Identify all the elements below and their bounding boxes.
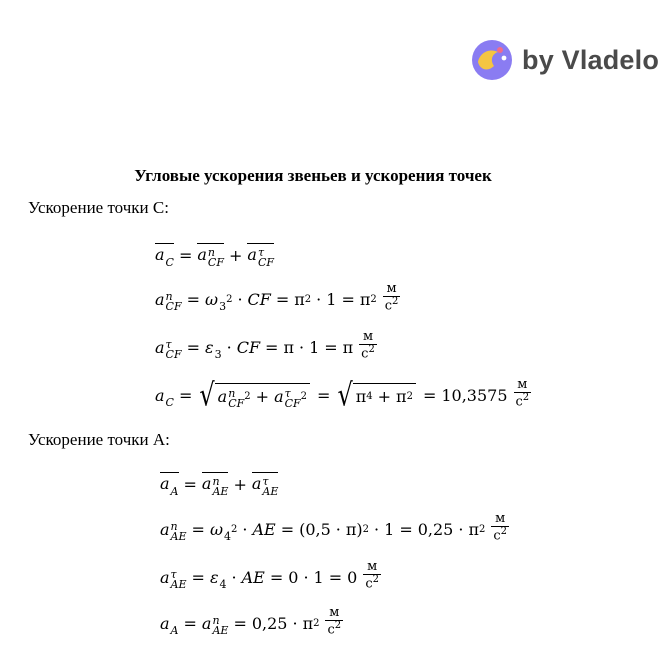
brand-logo [470,38,659,82]
formula-c-normal: a n CF = ω 3 2 · CF = π 2 · 1 = π 2 $\frac{м}{с^2}$ [155,281,399,313]
unit-fraction: $\frac{м}{с^2}$ [361,329,375,361]
unit-fraction: $\frac{м}{с^2}$ [384,281,399,313]
formula-c-vector: a C = a n CF + a τ CF [155,245,274,269]
unit-fraction: $\frac{м}{с^2}$ [365,559,379,591]
formula-a-tangent: a τ AE = ε 4 · AE = 0 · 1 = 0 $\frac{м}{с^2}$ [160,559,379,591]
formula-a-vector: a A = a n AE + a τ AE [160,474,279,498]
sqrt-sign: √ π 4 + π 2 [337,383,415,407]
sqrt-sign: √ a n CF 2 + a τ CF 2 [199,383,310,407]
section-label-point-c: Ускорение точки С: [28,198,169,217]
unit-fraction: $\frac{м}{с^2}$ [515,377,530,409]
unit-fraction: $\frac{м}{с^2}$ [327,605,342,637]
formula-a-magnitude: a A = a n AE = 0,25 · π 2 $\frac{м}{с^2}$ [160,605,342,637]
brand-name: by Vladelo [522,44,660,75]
result-value-c: 10,3575 [441,385,508,405]
section-label-point-a: Ускорение точки А: [28,430,170,449]
formula-a-normal: a n AE = ω 4 2 · AE = ( 0,5 · π) 2 · 1 = 0,25 · π 2 $\frac{м}{с^2}$ [160,511,507,543]
formula-c-magnitude: a C = √ a n CF 2 + a τ CF 2 = √ π 4 + π 2 = 10,3575 $\frac{м}{с^2}$ [155,377,530,414]
palette-icon [470,38,514,82]
formula-c-tangent: a τ CF = ε 3 · CF = π · 1 = π $\frac{м}{с^2}$ [155,329,375,361]
unit-fraction: $\frac{м}{с^2}$ [493,511,507,543]
page-title: Угловые ускорения звеньев и ускорения точек [134,166,492,185]
